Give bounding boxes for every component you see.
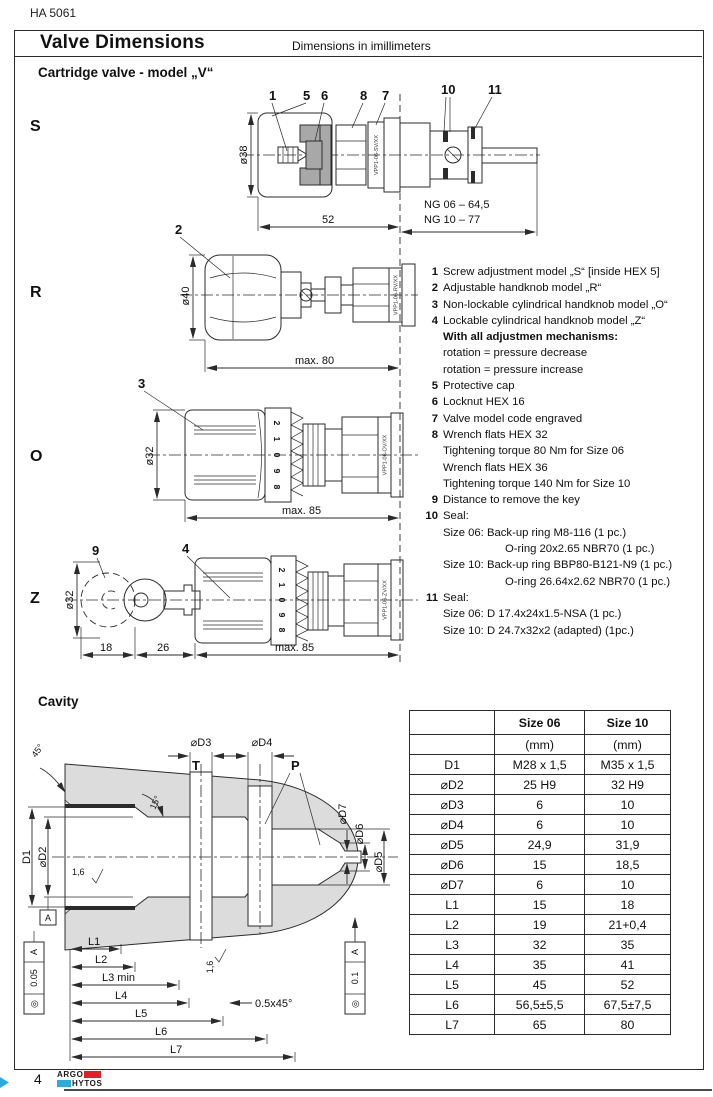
size10-value-cell: 31,9 (585, 835, 671, 855)
size10-value-cell: 18,5 (585, 855, 671, 875)
part-number: 4 (431, 314, 438, 327)
brand-logo (57, 1070, 102, 1088)
parts-list-item (421, 264, 705, 280)
part-number: 10 (425, 510, 438, 523)
size06-value-cell: 56,5±5,5 (495, 995, 585, 1015)
datum-label: A (44, 913, 52, 923)
size06-value-cell: 19 (495, 915, 585, 935)
size06-value-cell: 6 (495, 795, 585, 815)
part-number: 5 (431, 380, 438, 393)
svg-text:VPP1-06-RV/XX: VPP1-06-RV/XX (393, 274, 400, 316)
svg-text:2: 2 (272, 420, 282, 426)
svg-text:0.5x45°: 0.5x45° (255, 998, 293, 1010)
table-unit-cell: (mm) (495, 735, 585, 755)
model-letter-s: S (30, 118, 41, 135)
table-row (410, 775, 671, 795)
svg-text:6: 6 (321, 88, 329, 103)
part-description-line: Distance to remove the key (443, 494, 580, 507)
svg-text:11: 11 (488, 82, 502, 97)
part-description-line: rotation = pressure decrease (443, 347, 588, 360)
svg-text:⌀D7: ⌀D7 (337, 803, 349, 825)
size06-value-cell: 32 (495, 935, 585, 955)
section-heading: Cartridge valve - model „V“ (38, 65, 214, 80)
parameter-cell: L3 (410, 935, 495, 955)
parameter-cell: L5 (410, 975, 495, 995)
svg-text:9: 9 (277, 612, 287, 618)
part-description-line: Protective cap (443, 380, 515, 393)
page-title: Valve Dimensions (40, 32, 205, 53)
page-number: 4 (34, 1071, 42, 1087)
size06-value-cell: 15 (495, 895, 585, 915)
part-description-line: Tightening torque 80 Nm for Size 06 (443, 445, 625, 458)
svg-text:max. 85: max. 85 (275, 642, 315, 654)
svg-text:8: 8 (360, 88, 368, 103)
parameter-cell: L4 (410, 955, 495, 975)
svg-text:2: 2 (175, 222, 183, 237)
svg-text:L5: L5 (135, 1008, 148, 1020)
size06-value-cell: 24,9 (495, 835, 585, 855)
parameter-cell: ⌀D3 (410, 795, 495, 815)
part-number: 11 (426, 591, 438, 604)
svg-text:NG 06 – 64,5: NG 06 – 64,5 (424, 199, 490, 211)
svg-text:1: 1 (272, 436, 282, 442)
parts-list-item (421, 492, 705, 508)
svg-text:⌀D3: ⌀D3 (190, 737, 212, 749)
svg-text:L7: L7 (170, 1044, 183, 1056)
size10-value-cell: 52 (585, 975, 671, 995)
cavity-heading: Cavity (38, 694, 79, 709)
parts-list-item (421, 411, 705, 427)
svg-text:◎: ◎ (350, 1000, 360, 1008)
part-description-line: With all adjustmen mechanisms: (443, 331, 619, 344)
part-description-line: Lockable cylindrical handknob model „Z“ (443, 314, 646, 327)
parameter-cell: ⌀D7 (410, 875, 495, 895)
table-unit-cell (410, 735, 495, 755)
port-p-label: P (291, 758, 300, 773)
svg-text:L3 min: L3 min (102, 972, 136, 984)
model-z-drawing (64, 541, 418, 659)
parts-list-item (421, 297, 705, 313)
parts-list (421, 264, 705, 639)
svg-text:L4: L4 (115, 990, 128, 1002)
svg-text:1,6: 1,6 (205, 960, 215, 974)
tolerance-frame-left (24, 931, 44, 1014)
table-row (410, 915, 671, 935)
svg-text:8: 8 (272, 484, 282, 490)
model-letter-r: R (30, 284, 42, 301)
table-row (410, 955, 671, 975)
parameter-cell: ⌀D6 (410, 855, 495, 875)
table-header-cell (410, 711, 495, 735)
document-code: HA 5061 (30, 6, 77, 20)
parameter-cell: L7 (410, 1015, 495, 1035)
parts-list-item (421, 427, 705, 492)
size10-value-cell: 32 H9 (585, 775, 671, 795)
table-row (410, 835, 671, 855)
svg-text:15°: 15° (147, 794, 163, 811)
table-row (410, 795, 671, 815)
parameter-cell: ⌀D4 (410, 815, 495, 835)
parameter-cell: L2 (410, 915, 495, 935)
svg-text:⌀D6: ⌀D6 (354, 823, 366, 845)
part-description-line: Locknut HEX 16 (443, 396, 525, 409)
part-description-line: rotation = pressure increase (443, 363, 584, 376)
svg-text:A: A (29, 948, 39, 956)
svg-text:7: 7 (382, 88, 390, 103)
model-letter-o: O (30, 448, 43, 465)
svg-text:max. 80: max. 80 (295, 355, 335, 367)
table-unit-cell: (mm) (585, 735, 671, 755)
svg-text:◎: ◎ (29, 1000, 39, 1008)
parts-list-item (421, 394, 705, 410)
tolerance-frame-right (345, 918, 365, 1014)
parts-list-item (421, 313, 705, 378)
table-row (410, 975, 671, 995)
part-number: 7 (431, 412, 438, 425)
part-description-line: O-ring 20x2.65 NBR70 (1 pc.) (505, 543, 655, 556)
size06-value-cell: 65 (495, 1015, 585, 1035)
parts-list-item (421, 280, 705, 296)
part-description-line: Screw adjustment model „S“ [inside HEX 5] (443, 266, 660, 278)
size10-value-cell: 21+0,4 (585, 915, 671, 935)
svg-text:max. 85: max. 85 (282, 505, 322, 517)
table-row (410, 935, 671, 955)
table-row (410, 875, 671, 895)
svg-text:⌀D4: ⌀D4 (251, 737, 273, 749)
size10-value-cell: 41 (585, 955, 671, 975)
part-description-line: Valve model code engraved (443, 412, 583, 425)
size06-value-cell: 6 (495, 875, 585, 895)
part-number: 1 (431, 266, 438, 278)
size06-value-cell: 6 (495, 815, 585, 835)
svg-text:26: 26 (157, 642, 170, 654)
size10-value-cell: M35 x 1,5 (585, 755, 671, 775)
size06-value-cell: 45 (495, 975, 585, 995)
svg-text:NG 10 – 77: NG 10 – 77 (424, 214, 481, 226)
part-description-line: Seal: (443, 510, 469, 523)
svg-text:9: 9 (272, 468, 282, 474)
svg-text:0.1: 0.1 (350, 971, 360, 985)
svg-text:0: 0 (272, 452, 282, 458)
svg-text:VPP1-06-ZV/XX: VPP1-06-ZV/XX (382, 580, 389, 620)
size10-value-cell: 80 (585, 1015, 671, 1035)
size06-value-cell: 35 (495, 955, 585, 975)
svg-text:ø32: ø32 (144, 446, 156, 466)
table-row (410, 995, 671, 1015)
svg-text:3: 3 (138, 376, 146, 391)
logo-red-block (84, 1071, 101, 1078)
svg-text:0.05: 0.05 (29, 969, 39, 987)
svg-text:9: 9 (92, 543, 100, 558)
svg-text:52: 52 (322, 214, 335, 226)
svg-text:2: 2 (277, 567, 287, 573)
part-number: 2 (431, 282, 438, 295)
model-letter-z: Z (30, 590, 40, 607)
svg-text:4: 4 (182, 541, 190, 556)
svg-text:1: 1 (277, 582, 287, 588)
parameter-cell: D1 (410, 755, 495, 775)
svg-text:1,6: 1,6 (72, 867, 85, 877)
part-description-line: Size 06: D 17.4x24x1.5-NSA (1 pc.) (443, 608, 622, 621)
bottom-rule (64, 1089, 712, 1091)
part-number: 3 (431, 298, 438, 311)
size10-value-cell: 18 (585, 895, 671, 915)
size10-value-cell: 35 (585, 935, 671, 955)
part-description-line: Adjustable handknob model „R“ (443, 282, 602, 295)
part-description-line: Size 10: Back-up ring BBP80-B121-N9 (1 pc.) (443, 559, 673, 572)
table-row (410, 1015, 671, 1035)
svg-text:⌀D2: ⌀D2 (37, 846, 49, 868)
table-row (410, 755, 671, 775)
svg-text:45°: 45° (29, 742, 46, 760)
port-t-label: T (192, 758, 200, 773)
part-description-line: Seal: (443, 591, 469, 604)
logo-hytos-text: HYTOS (72, 1078, 103, 1088)
svg-text:L2: L2 (95, 954, 108, 966)
parameter-cell: ⌀D5 (410, 835, 495, 855)
svg-text:D1: D1 (21, 849, 33, 865)
svg-text:10: 10 (441, 82, 456, 97)
svg-text:18: 18 (100, 642, 113, 654)
svg-text:⌀D5: ⌀D5 (373, 851, 385, 873)
svg-text:ø40: ø40 (180, 286, 192, 306)
table-header-cell: Size 10 (585, 711, 671, 735)
svg-text:L6: L6 (155, 1026, 168, 1038)
svg-text:VPP1-06-SV/XX: VPP1-06-SV/XX (374, 134, 380, 176)
svg-text:A: A (350, 948, 360, 956)
svg-text:5: 5 (303, 88, 311, 103)
svg-text:VPP1-06-OV/XX: VPP1-06-OV/XX (382, 434, 389, 476)
size06-value-cell: M28 x 1,5 (495, 755, 585, 775)
dimension-table (409, 710, 671, 1035)
table-row (410, 815, 671, 835)
part-description-line: Size 06: Back-up ring M8-116 (1 pc.) (443, 526, 627, 539)
size10-value-cell: 10 (585, 875, 671, 895)
table-header-cell: Size 06 (495, 711, 585, 735)
part-number: 8 (431, 428, 438, 441)
size10-value-cell: 10 (585, 815, 671, 835)
print-mark (0, 1077, 9, 1088)
part-description-line: O-ring 26.64x2.62 NBR70 (1 pc.) (505, 575, 671, 588)
parameter-cell: L6 (410, 995, 495, 1015)
parts-list-item (421, 378, 705, 394)
svg-text:L1: L1 (88, 936, 101, 948)
part-description-line: Non-lockable cylindrical handknob model „O“ (443, 298, 668, 311)
size10-value-cell: 10 (585, 795, 671, 815)
table-row (410, 855, 671, 875)
model-s-drawing (238, 82, 540, 236)
svg-text:8: 8 (277, 627, 287, 633)
svg-text:0: 0 (277, 597, 287, 603)
svg-text:ø32: ø32 (64, 590, 76, 610)
logo-argo-text: ARGO (57, 1069, 84, 1079)
logo-blue-block (57, 1080, 71, 1087)
part-description-line: Tightening torque 140 Nm for Size 10 (443, 477, 631, 490)
model-r-drawing (175, 222, 418, 372)
size06-value-cell: 25 H9 (495, 775, 585, 795)
part-description-line: Size 10: D 24.7x32x2 (adapted) (1pc.) (443, 624, 634, 637)
parameter-cell: ⌀D2 (410, 775, 495, 795)
parts-list-item (421, 508, 705, 589)
size06-value-cell: 15 (495, 855, 585, 875)
table-row (410, 895, 671, 915)
parts-list-item (421, 590, 705, 639)
svg-text:1: 1 (269, 88, 277, 103)
cavity-drawing (20, 712, 415, 1068)
part-description-line: Wrench flats HEX 32 (443, 428, 548, 441)
parameter-cell: L1 (410, 895, 495, 915)
part-description-line: Wrench flats HEX 36 (443, 461, 548, 474)
svg-text:ø38: ø38 (238, 145, 250, 165)
part-number: 6 (431, 396, 438, 409)
model-o-drawing (138, 376, 418, 522)
part-number: 9 (431, 494, 438, 507)
size10-value-cell: 67,5±7,5 (585, 995, 671, 1015)
page-subtitle: Dimensions in imillimeters (292, 39, 431, 53)
